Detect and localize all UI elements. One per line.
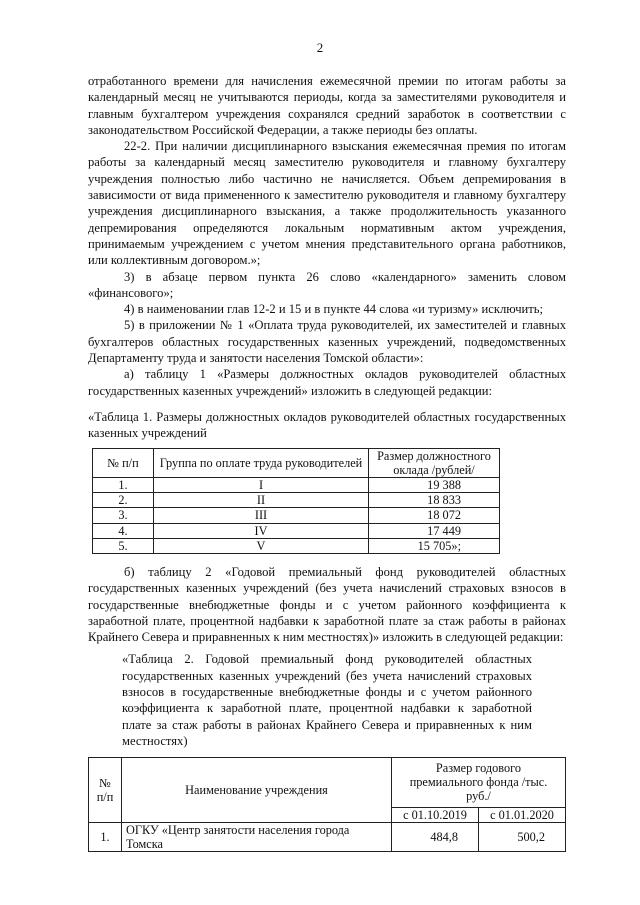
table-row — [93, 493, 500, 508]
row-group: II — [154, 493, 369, 508]
row-number: 1. — [89, 822, 122, 851]
table-row — [93, 538, 500, 553]
row-number: 1. — [93, 477, 154, 492]
paragraph-item-b: б) таблицу 2 «Годовой премиальный фонд руководителей областных государственных казенных учреждений (без учета начислений страховых взносов в государственные внебюджетные фонды и с учетом районного коэффициента к заработной плате, процентной надбавки к заработной плате за стаж работы в районах Крайнего Севера и приравненных к ним местностях)» изложить в следующей редакции: — [88, 564, 566, 645]
header-salary: Размер должностного оклада /рублей/ — [369, 448, 500, 477]
row-salary: 19 388 — [369, 477, 500, 492]
header-name: Наименование учреждения — [122, 758, 392, 823]
row-institution: ОГКУ «Центр занятости населения города Томска — [122, 822, 392, 851]
paragraph-item-4: 4) в наименовании глав 12-2 и 15 и в пункте 44 слова «и туризму» исключить; — [124, 302, 544, 317]
table1-caption: «Таблица 1. Размеры должностных окладов руководителей областных государственных казенных учреждений — [88, 409, 566, 441]
header-group: Группа по оплате труда руководителей — [154, 448, 369, 477]
paragraph-item-5: 5) в приложении № 1 «Оплата труда руководителей, их заместителей и главных бухгалтеров областных государственных казенных учреждений, подведомственных Департаменту труда и занятости населения Томской области»: — [88, 318, 566, 366]
row-number: 4. — [93, 523, 154, 538]
row-value-2: 500,2 — [479, 822, 566, 851]
salary-table — [92, 448, 500, 554]
row-group: III — [154, 508, 369, 523]
table-header-row — [93, 448, 500, 477]
row-salary: 15 705»; — [369, 538, 500, 553]
document-body — [88, 73, 566, 755]
table-row — [93, 508, 500, 523]
table-row — [93, 477, 500, 492]
table-header-row — [89, 758, 566, 808]
header-number: № п/п — [89, 758, 122, 823]
table-row — [89, 822, 566, 851]
header-fund: Размер годового премиального фонда /тыс. руб./ — [392, 758, 566, 808]
header-number: № п/п — [93, 448, 154, 477]
row-group: I — [154, 477, 369, 492]
row-number: 2. — [93, 493, 154, 508]
row-salary: 17 449 — [369, 523, 500, 538]
paragraph-item-3: 3) в абзаце первом пункта 26 слово «календарного» заменить словом «финансового»; — [88, 269, 566, 300]
paragraph-continuation: отработанного времени для начисления ежемесячной премии по итогам работы за календарный месяц не учитываются периоды, когда за заместителями руководителя и главным бухгалтером учреждения сохранялся средний заработок в соответствии с законодательством Российской Федерации, а также периоды без оплаты. — [88, 74, 566, 137]
row-group: IV — [154, 523, 369, 538]
row-value-1: 484,8 — [392, 822, 479, 851]
paragraph-22-2: 22-2. При наличии дисциплинарного взыскания ежемесячная премия по итогам работы за календарный месяц заместителю руководителя и главному бухгалтеру учреждения полностью либо частично не начисляется. Объем депремирования в зависимости от вида примененного к заместителю руководителя и главному бухгалтеру учреждения дисциплинарного взыскания, а также продолжительность указанного депремирования определяются локальным нормативным актом учреждения, принимаемым учреждением с учетом мнения представительного органа работников, или коллективным договором.»; — [88, 139, 566, 268]
row-number: 3. — [93, 508, 154, 523]
table-row — [93, 523, 500, 538]
premium-fund-table — [88, 757, 566, 852]
row-salary: 18 833 — [369, 493, 500, 508]
header-date-1: с 01.10.2019 — [392, 807, 479, 822]
row-group: V — [154, 538, 369, 553]
table2-caption: «Таблица 2. Годовой премиальный фонд руководителей областных государственных казенных учреждений (без учета начислений страховых взносов в государственные внебюджетные фонды и с учетом районного коэффициента к заработной плате, процентной надбавки к заработной плате за стаж работы в районах Крайнего Севера и приравненных к ним местностях) — [122, 652, 532, 748]
paragraph-item-a: а) таблицу 1 «Размеры должностных окладов руководителей областных государственных казенных учреждений» изложить в следующей редакции: — [88, 367, 566, 398]
page-number: 2 — [316, 40, 324, 55]
header-date-2: с 01.01.2020 — [479, 807, 566, 822]
row-number: 5. — [93, 538, 154, 553]
row-salary: 18 072 — [369, 508, 500, 523]
